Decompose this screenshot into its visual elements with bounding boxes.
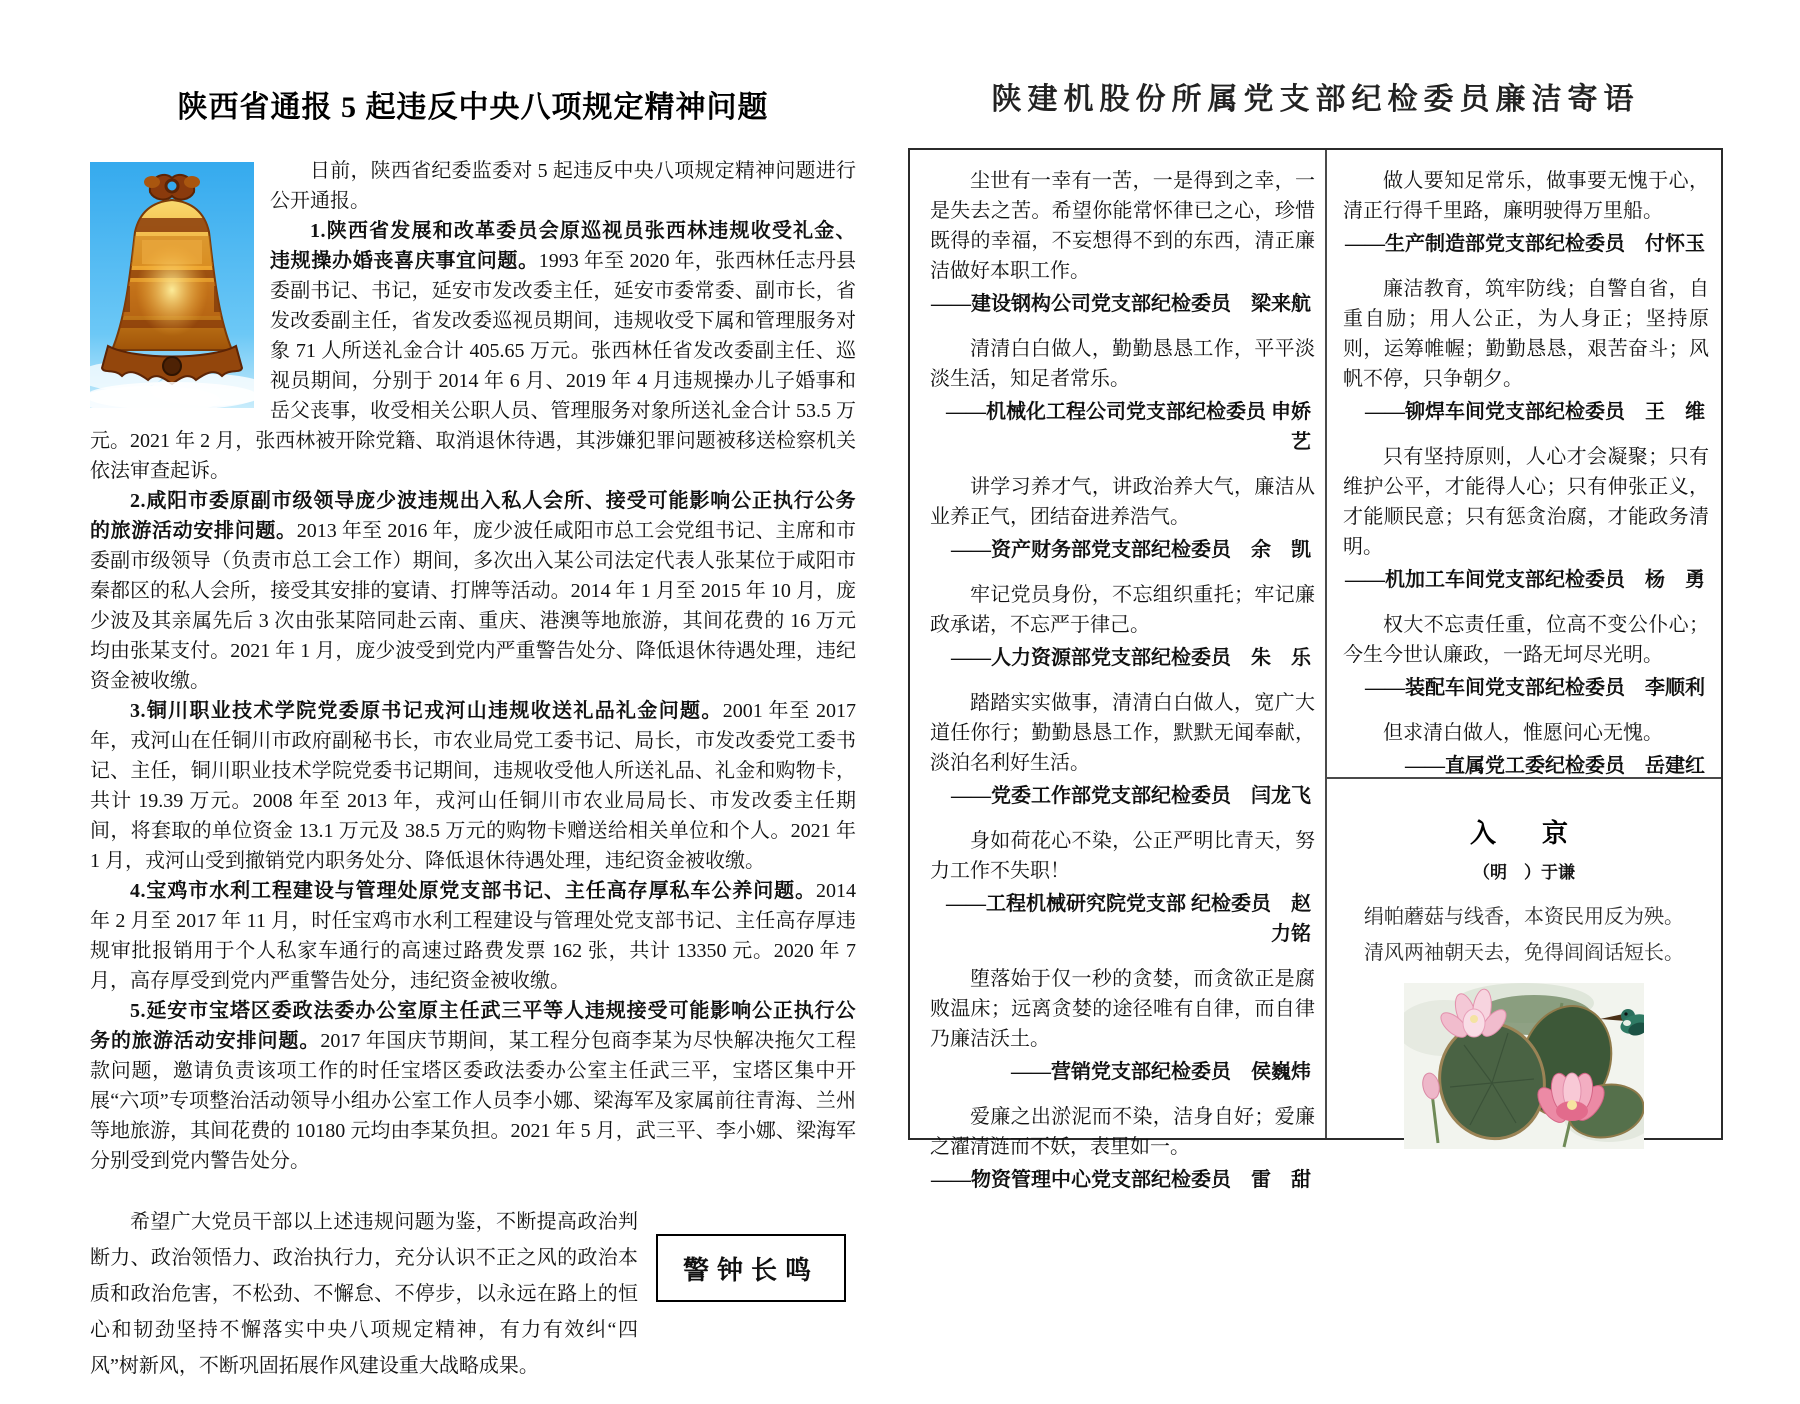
paragraph-lead: 1.陕西省发展和改革委员会原巡视员张西林违规收受礼金、违规操办婚丧喜庆事宜问题。 xyxy=(270,220,856,272)
quote-text: 但求清白做人，惟愿问心无愧。 xyxy=(1383,722,1663,744)
quote-attribution: ——机械化工程公司党支部纪检委员 申娇艺 xyxy=(946,401,1311,453)
quote-item xyxy=(930,580,1315,673)
quote-text: 只有坚持原则，人心才会凝聚；只有维护公平，才能得人心；只有伸张正义，才能顺民意；只有惩贪治腐，才能政务清明。 xyxy=(1343,446,1709,558)
paragraph-text: 1993 年至 2020 年，张西林任志丹县委副书记、书记，延安市发改委主任，延安市委常委、副市长，省发改委副主任，省发改委巡视员期间，违规收受下属和管理服务对象 71 人所送礼金合计 405.65 万元。张西林任省发改委副主任、巡视员期间，分别于 2014 年 6 月、2019 年 4 月违规操办儿子婚事和岳父丧事，收受相关公职人员、管理服务对象所送礼金合计 53.5 万元。2021 年 2 月，张西林被开除党籍、取消退休待遇，其涉嫌犯罪问题被移送检察机关依法审查起诉。 xyxy=(90,250,856,482)
quote-text: 踏踏实实做事，清清白白做人，宽广大道任你行；勤勤恳恳工作，默默无闻奉献，淡泊名利好生活。 xyxy=(930,692,1315,774)
left-article-body xyxy=(90,156,856,1176)
left-article-title: 陕西省通报 5 起违反中央八项规定精神问题 xyxy=(177,91,769,124)
poem-section xyxy=(1327,779,1721,1149)
quote-item xyxy=(1343,166,1709,259)
golden-bell-image xyxy=(90,162,254,408)
violation-paragraph-3 xyxy=(90,696,856,876)
quote-item xyxy=(930,964,1315,1087)
quote-attribution: ——建设钢构公司党支部纪检委员 梁来航 xyxy=(931,293,1311,315)
right-panel-title: 陕建机股份所属党支部纪检委员廉洁寄语 xyxy=(991,83,1640,116)
violation-paragraph-5 xyxy=(90,996,856,1176)
paragraph-text: 2013 年至 2016 年，庞少波任咸阳市总工会党组书记、主席和市委副市级领导（负责市总工会工作）期间，多次出入某公司法定代表人张某位于咸阳市秦都区的私人会所，接受其安排的宴请、打牌等活动。2014 年 1 月至 2015 年 10 月，庞少波及其亲属先后 3 次由张某陪同赴云南、重庆、港澳等地旅游，其间花费的 16 万元均由张某支付。2021 年 1 月，庞少波受到党内严重警告处分、降低退休待遇处理，违纪资金被收缴。 xyxy=(90,520,857,692)
quote-text: 权大不忘责任重，位高不变公仆心；今生今世认廉政，一路无坷尽光明。 xyxy=(1343,614,1709,666)
left-article xyxy=(90,0,856,1404)
paragraph-text: 日前，陕西省纪委监委对 5 起违反中央八项规定精神问题进行公开通报。 xyxy=(270,160,856,212)
quote-attribution: ——营销党支部纪检委员 侯巍炜 xyxy=(1011,1061,1311,1083)
poem-title: 入 京 xyxy=(1469,819,1578,848)
quote-attribution: ——物资管理中心党支部纪检委员 雷 甜 xyxy=(931,1169,1311,1191)
poem-lines xyxy=(1327,899,1721,971)
paragraph-lead: 4.宝鸡市水利工程建设与管理处原党支部书记、主任高存厚私车公养问题。 xyxy=(130,880,816,902)
quote-item xyxy=(930,472,1315,565)
poem-line: 清风两袖朝天去，免得闾阎话短长。 xyxy=(1364,942,1684,964)
quote-attribution: ——直属党工委纪检委员 岳建红 xyxy=(1405,755,1705,777)
paragraph-text: 2014 年 2 月至 2017 年 11 月，时任宝鸡市水利工程建设与管理处党支部书记、主任高存厚违规审批报销用于个人私家车通行的高速过路费发票 162 张，共计 13350 元。2020 年 7 月，高存厚受到党内严重警告处分，违纪资金被收缴。 xyxy=(90,880,856,992)
quote-item xyxy=(930,166,1315,319)
quote-text: 讲学习养才气，讲政治养大气，廉洁从业养正气，团结奋进养浩气。 xyxy=(930,476,1315,528)
quote-text: 堕落始于仅一秒的贪婪，而贪欲正是腐败温床；远离贪婪的途径唯有自律，而自律乃廉洁沃土。 xyxy=(930,968,1315,1050)
violation-paragraph-4 xyxy=(90,876,856,996)
poem-author: （明 ）于谦 xyxy=(1473,863,1575,882)
paragraph-lead: 5.延安市宝塔区委政法委办公室原主任武三平等人违规接受可能影响公正执行公务的旅游活动安排问题。 xyxy=(90,1000,856,1052)
paragraph-text: 2017 年国庆节期间，某工程分包商李某为尽快解决拖欠工程款问题，邀请负责该项工作的时任宝塔区委政法委办公室主任武三平，宝塔区集中开展“六项”专项整治活动领导小组办公室工作人员李小娜、梁海军及家属前往青海、兰州等地旅游，其间花费的 10180 元均由李某负担。2021 年 5 月，武三平、李小娜、梁海军分别受到党内警告处分。 xyxy=(90,1030,857,1172)
quote-item xyxy=(930,334,1315,457)
quote-text: 身如荷花心不染，公正严明比青天，努力工作不失职！ xyxy=(930,830,1315,882)
quote-item xyxy=(930,688,1315,811)
closing-section xyxy=(90,1204,856,1404)
quote-text: 尘世有一幸有一苦，一是得到之幸，一是失去之苦。希望你能常怀律已之心，珍惜既得的幸福，不妄想得不到的东西，清正廉洁做好本职工作。 xyxy=(930,170,1315,282)
quote-text: 爱廉之出淤泥而不染，洁身自好；爱廉之濯清涟而不妖，表里如一。 xyxy=(930,1106,1315,1158)
paragraph-lead: 3.铜川职业技术学院党委原书记戎河山违规收送礼品礼金问题。 xyxy=(130,700,723,722)
quote-item xyxy=(930,826,1315,949)
quote-attribution: ——党委工作部党支部纪检委员 闫龙飞 xyxy=(951,785,1311,807)
quote-item xyxy=(1343,610,1709,703)
paragraph-lead: 2.咸阳市委原副市级领导庞少波违规出入私人会所、接受可能影响公正执行公务的旅游活动安排问题。 xyxy=(90,490,856,542)
paragraph-text: 2001 年至 2017 年，戎河山在任铜川市政府副秘书长，市农业局党工委书记、局长，市发改委党工委书记、主任，铜川职业技术学院党委书记期间，违规收受他人所送礼品、礼金和购物卡，共计 19.39 万元。2008 年至 2013 年，戎河山任铜川市农业局局长、市发改委主任期间，将套取的单位资金 13.1 万元及 38.5 万元的购物卡赠送给相关单位和个人。2021 年 1 月，戎河山受到撤销党内职务处分、降低退休待遇处理，违纪资金被收缴。 xyxy=(90,700,856,872)
quote-text: 廉洁教育，筑牢防线；自警自省，自重自励；用人公正，为人身正；坚持原则，运筹帷幄；勤勤恳恳，艰苦奋斗；风帆不停，只争朝夕。 xyxy=(1343,278,1709,390)
poem-line: 绢帕蘑菇与线香，本资民用反为殃。 xyxy=(1364,906,1684,928)
quote-item xyxy=(1343,442,1709,595)
quote-text: 做人要知足常乐，做事要无愧于心，清正行得千里路，廉明驶得万里船。 xyxy=(1343,170,1709,222)
quote-text: 清清白白做人，勤勤恳恳工作，平平淡淡生活，知足者常乐。 xyxy=(930,338,1315,390)
quotes-column-right xyxy=(1327,150,1721,777)
closing-paragraph: 希望广大党员干部以上述违规问题为鉴，不断提高政治判断力、政治领悟力、政治执行力，充分认识不正之风的政治本质和政治危害，不松劲、不懈怠、不停步，以永远在路上的恒心和韧劲坚持不懈落实中央八项规定精神，有力有效纠“四风”树新风，不断巩固拓展作风建设重大战略成果。 xyxy=(90,1211,638,1377)
quote-attribution: ——资产财务部党支部纪检委员 余 凯 xyxy=(951,539,1311,561)
quote-attribution: ——装配车间党支部纪检委员 李顺利 xyxy=(1365,677,1705,699)
quote-item xyxy=(930,1102,1315,1195)
quote-attribution: ——铆焊车间党支部纪检委员 王 维 xyxy=(1365,401,1705,423)
quote-item xyxy=(1343,274,1709,427)
quote-attribution: ——工程机械研究院党支部 纪检委员 赵力铭 xyxy=(946,893,1311,945)
quote-item xyxy=(1343,718,1709,777)
quotes-column-left xyxy=(910,150,1325,1191)
lotus-painting-image xyxy=(1404,983,1644,1149)
violation-paragraph-2 xyxy=(90,486,856,696)
quote-text: 牢记党员身份，不忘组织重托；牢记廉政承诺，不忘严于律己。 xyxy=(930,584,1315,636)
quote-attribution: ——人力资源部党支部纪检委员 朱 乐 xyxy=(951,647,1311,669)
right-panel-box xyxy=(908,148,1723,1191)
warning-bell-box xyxy=(656,1234,846,1302)
quote-attribution: ——机加工车间党支部纪检委员 杨 勇 xyxy=(1345,569,1705,591)
warning-bell-label: 警钟长鸣 xyxy=(682,1255,819,1285)
quote-attribution: ——生产制造部党支部纪检委员 付怀玉 xyxy=(1345,233,1705,255)
